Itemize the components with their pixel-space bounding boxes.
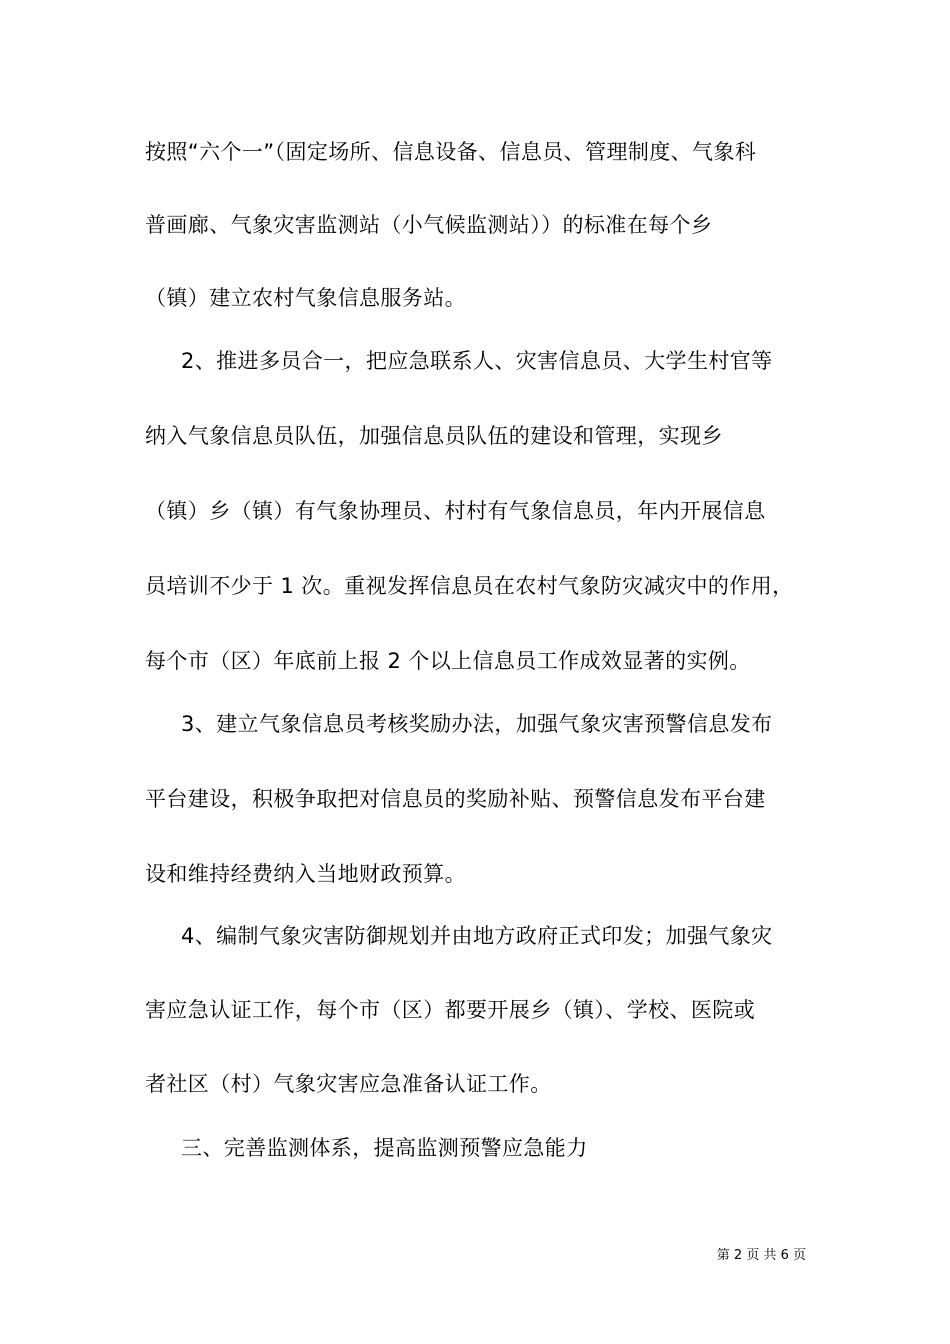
- body-text-line: 按照“六个一”（固定场所、信息设备、信息员、管理制度、气象科: [145, 140, 757, 164]
- body-text-line: 员培训不少于 1 次。重视发挥信息员在农村气象防灾减灾中的作用，: [145, 574, 794, 598]
- body-text-line: 每个市（区）年底前上报 2 个以上信息员工作成效显著的实例。: [145, 649, 751, 673]
- body-text-line: 普画廊、气象灾害监测站（小气候监测站））的标准在每个乡: [145, 213, 713, 237]
- paragraph-start-line: 2、推进多员合一，把应急联系人、灾害信息员、大学生村官等: [181, 349, 773, 373]
- page-number: 第 2 页 共 6 页: [716, 1248, 806, 1263]
- body-text-line: 纳入气象信息员队伍，加强信息员队伍的建设和管理，实现乡: [145, 424, 723, 448]
- body-text-line: 平台建设，积极争取把对信息员的奖励补贴、预警信息发布平台建: [145, 787, 766, 811]
- body-text-line: 设和维持经费纳入当地财政预算。: [145, 862, 466, 886]
- body-text-line: （镇）乡（镇）有气象协理员、村村有气象信息员，年内开展信息: [145, 499, 766, 523]
- body-text-line: 害应急认证工作，每个市（区）都要开展乡（镇）、学校、医院或: [145, 998, 756, 1022]
- section-heading: 三、完善监测体系，提高监测预警应急能力: [181, 1136, 588, 1160]
- paragraph-start-line: 4、编制气象灾害防御规划并由地方政府正式印发；加强气象灾: [181, 924, 773, 948]
- paragraph-start-line: 3、建立气象信息员考核奖励办法，加强气象灾害预警信息发布: [181, 712, 773, 736]
- body-text-line: （镇）建立农村气象信息服务站。: [145, 286, 466, 310]
- body-text-line: 者社区（村）气象灾害应急准备认证工作。: [145, 1072, 552, 1096]
